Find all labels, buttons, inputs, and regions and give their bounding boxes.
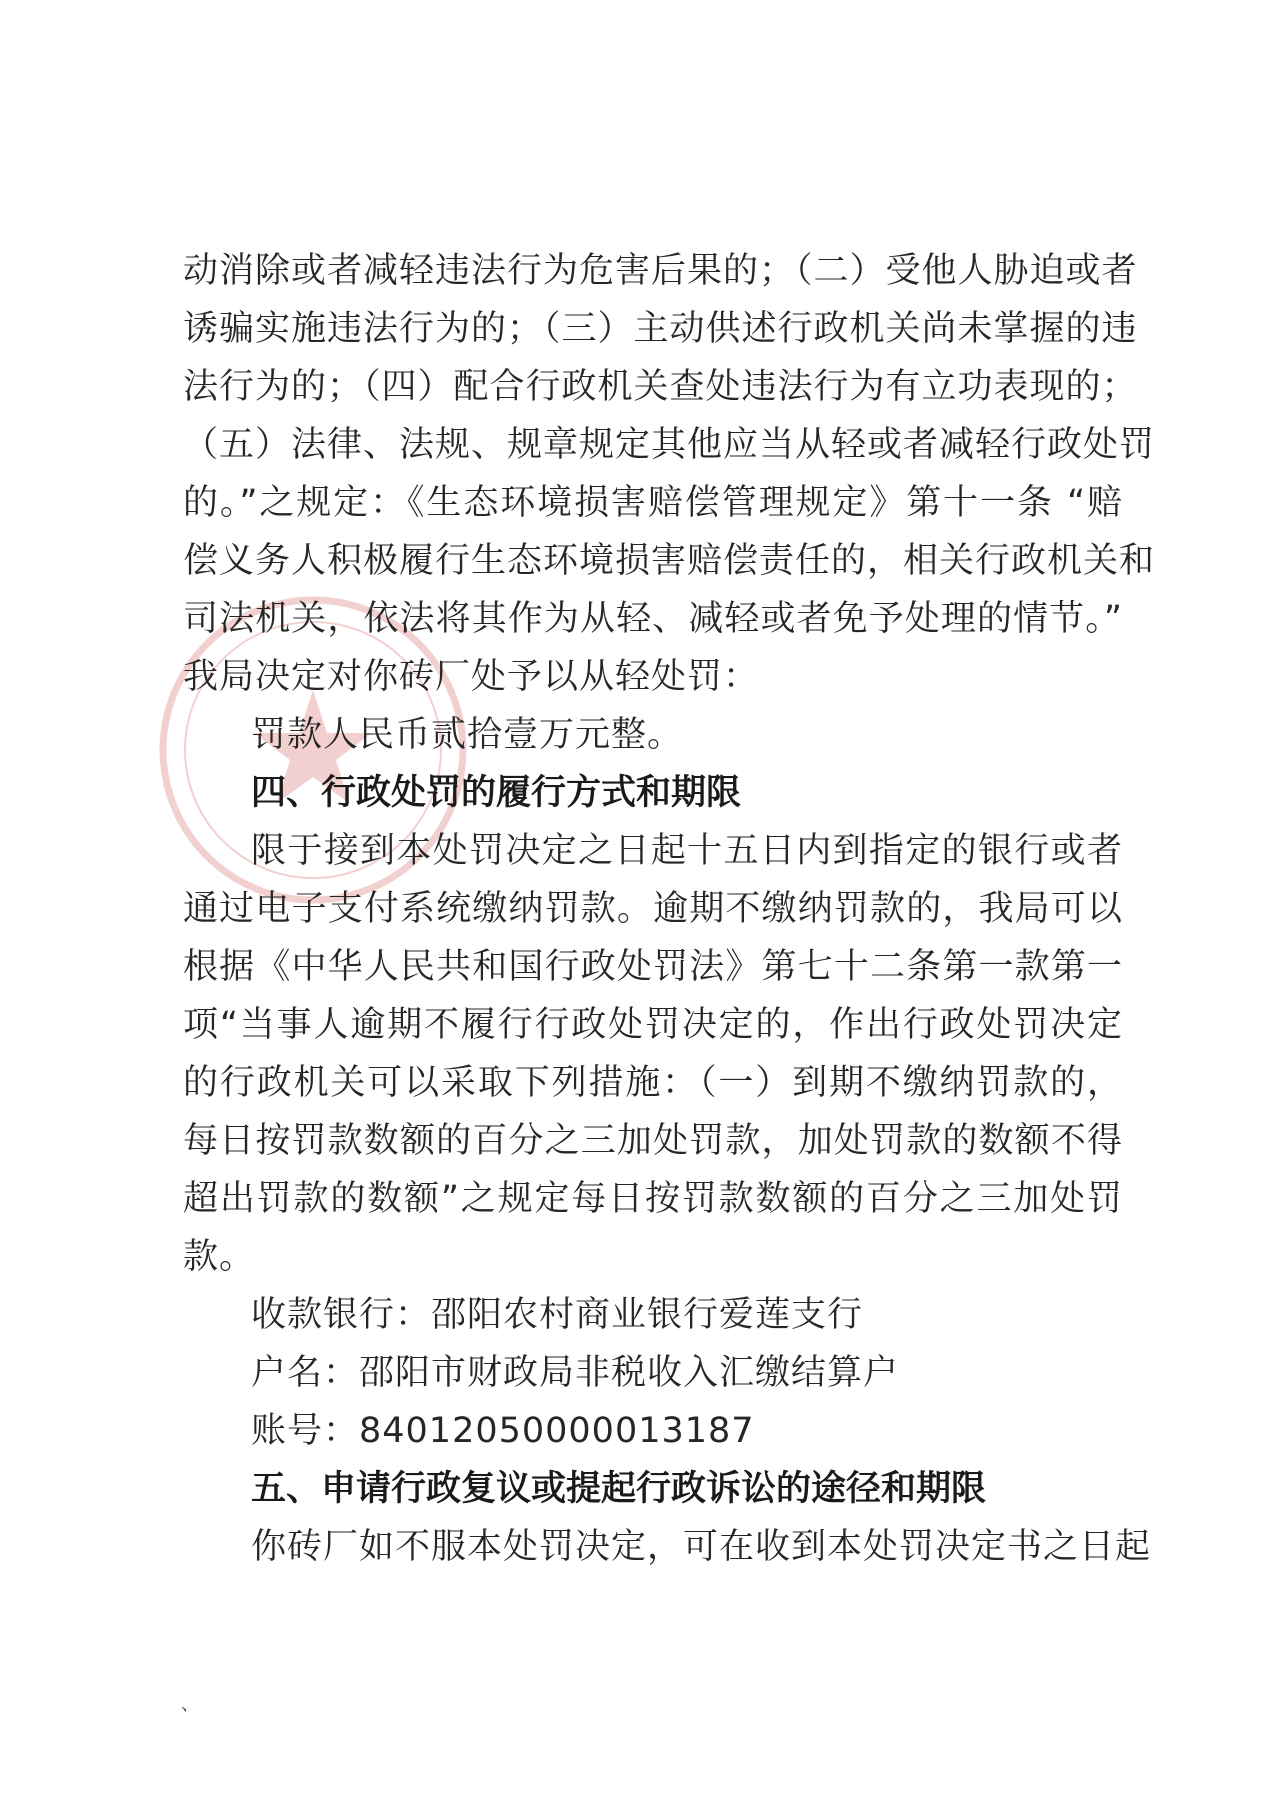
paragraph-line: 通过电子支付系统缴纳罚款。逾期不缴纳罚款的，我局可以	[183, 889, 1123, 929]
section-heading-4: 四、行政处罚的履行方式和期限	[251, 773, 742, 813]
account-number: 账号：84012050000013187	[251, 1411, 755, 1451]
section-heading-5: 五、申请行政复议或提起行政诉讼的途径和期限	[251, 1469, 987, 1509]
paragraph-line: 的。”之规定：《生态环境损害赔偿管理规定》第十一条 “赔	[183, 483, 1123, 523]
paragraph-line: （五）法律、法规、规章规定其他应当从轻或者减轻行政处罚	[183, 425, 1156, 465]
paragraph-line: 项“当事人逾期不履行行政处罚决定的，作出行政处罚决定	[183, 1005, 1123, 1045]
paragraph-line: 法行为的；（四）配合行政机关查处违法行为有立功表现的；	[183, 367, 1138, 407]
paragraph-line: 诱骗实施违法行为的；（三）主动供述行政机关尚未掌握的违	[183, 309, 1138, 349]
paragraph-line: 限于接到本处罚决定之日起十五日内到指定的银行或者	[251, 831, 1123, 871]
paragraph-line: 款。	[183, 1237, 256, 1277]
paragraph-line: 偿义务人积极履行生态环境损害赔偿责任的，相关行政机关和	[183, 541, 1156, 581]
bank-name: 收款银行：邵阳农村商业银行爱莲支行	[251, 1295, 864, 1335]
footer-mark: 、	[181, 1694, 199, 1715]
penalty-amount: 罚款人民币贰拾壹万元整。	[251, 715, 684, 755]
paragraph-line: 你砖厂如不服本处罚决定，可在收到本处罚决定书之日起	[251, 1527, 1152, 1567]
paragraph-line: 司法机关，依法将其作为从轻、减轻或者免予处理的情节。”	[183, 599, 1123, 639]
paragraph-line: 动消除或者减轻违法行为危害后果的；（二）受他人胁迫或者	[183, 251, 1138, 291]
paragraph-line: 的行政机关可以采取下列措施：（一）到期不缴纳罚款的，	[183, 1063, 1123, 1103]
document-body	[183, 242, 1156, 1576]
paragraph-line: 根据《中华人民共和国行政处罚法》第七十二条第一款第一	[183, 947, 1123, 987]
paragraph-line: 我局决定对你砖厂处予以从轻处罚：	[183, 657, 760, 697]
paragraph-line: 超出罚款的数额”之规定每日按罚款数额的百分之三加处罚	[183, 1179, 1123, 1219]
account-name: 户名：邵阳市财政局非税收入汇缴结算户	[251, 1353, 900, 1393]
paragraph-line: 每日按罚款数额的百分之三加处罚款，加处罚款的数额不得	[183, 1121, 1123, 1161]
